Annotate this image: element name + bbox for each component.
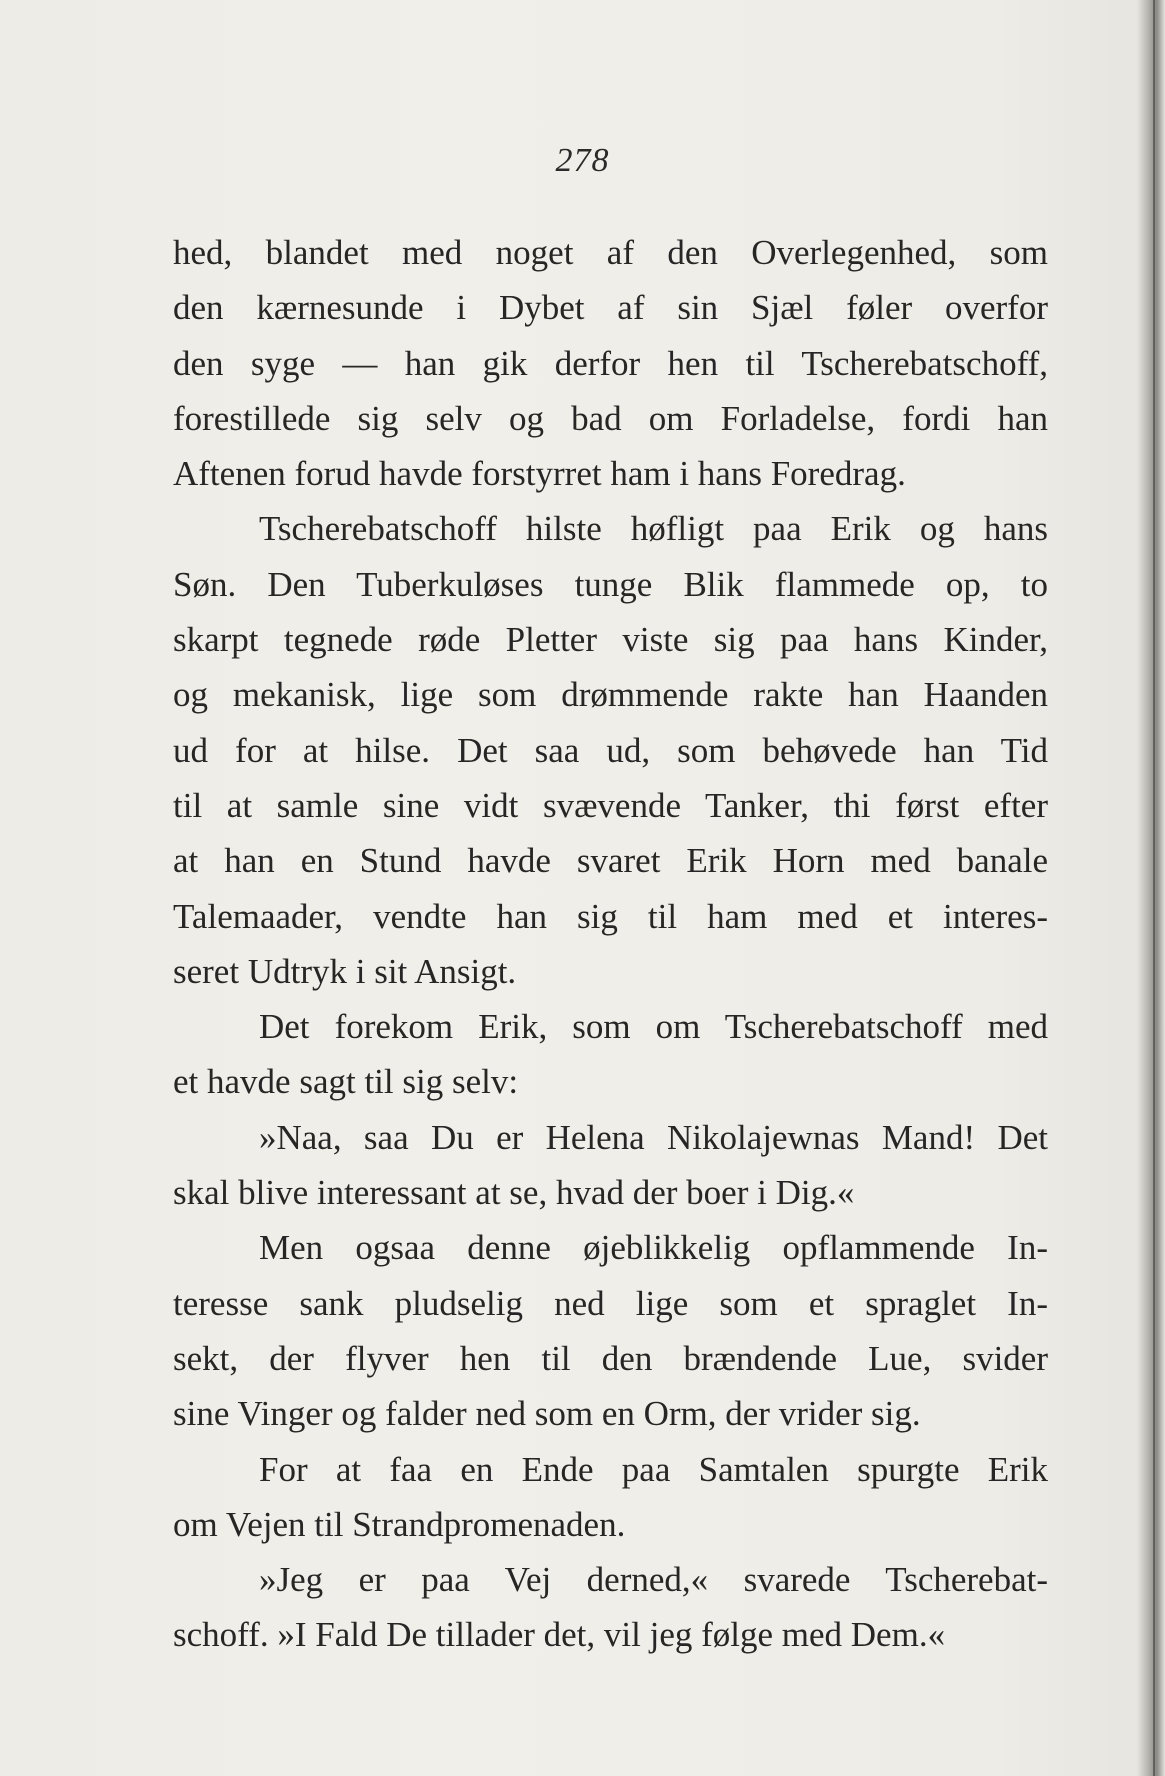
text-line: seret Udtryk i sit Ansigt.	[173, 951, 517, 991]
text-line: schoff. »I Fald De tillader det, vil jeg følge med Dem.«	[173, 1615, 946, 1655]
text-line: »Naa, saa Du er Helena Nikolajewnas Mand! Det	[259, 1117, 1048, 1157]
text-line: skal blive interessant at se, hvad der boer i Dig.«	[173, 1173, 855, 1213]
text-line: om Vejen til Strandpromenaden.	[173, 1504, 626, 1544]
text-line: sekt, der flyver hen til den brændende Lue, svider	[173, 1338, 1048, 1378]
text-line: Det forekom Erik, som om Tscherebatschoff med	[259, 1007, 1048, 1047]
page-edge-shadow	[1137, 0, 1165, 1776]
text-line: ud for at hilse. Det saa ud, som behøvede han Tid	[173, 730, 1048, 770]
text-line: forestillede sig selv og bad om Forladelse, fordi han	[173, 398, 1048, 438]
text-line: Men ogsaa denne øjeblikkelig opflammende In-	[259, 1228, 1048, 1268]
text-line: den kærnesunde i Dybet af sin Sjæl føler overfor	[173, 288, 1048, 328]
text-line: Talemaader, vendte han sig til ham med et interes-	[173, 896, 1048, 936]
page-edge-line	[1153, 0, 1155, 1776]
text-line: Søn. Den Tuberkuløses tunge Blik flammede op, to	[173, 564, 1048, 604]
text-line: Aftenen forud havde forstyrret ham i hans Foredrag.	[173, 454, 906, 494]
body-text	[173, 225, 1048, 1663]
page-number: 278	[555, 142, 610, 179]
text-line: at han en Stund havde svaret Erik Horn med banale	[173, 841, 1048, 881]
text-line: skarpt tegnede røde Pletter viste sig paa hans Kinder,	[173, 620, 1048, 660]
text-line: For at faa en Ende paa Samtalen spurgte Erik	[259, 1449, 1048, 1489]
text-line: teresse sank pludselig ned lige som et spraglet In-	[173, 1283, 1048, 1323]
text-line: sine Vinger og falder ned som en Orm, der vrider sig.	[173, 1394, 921, 1434]
text-line: »Jeg er paa Vej derned,« svarede Tscherebat-	[259, 1560, 1048, 1600]
text-line: et havde sagt til sig selv:	[173, 1062, 519, 1102]
text-line: til at samle sine vidt svævende Tanker, thi først efter	[173, 785, 1048, 825]
text-line: den syge — han gik derfor hen til Tscherebatschoff,	[173, 343, 1048, 383]
text-line: og mekanisk, lige som drømmende rakte han Haanden	[173, 675, 1048, 715]
text-line: Tscherebatschoff hilste høfligt paa Erik og hans	[259, 509, 1048, 549]
text-line: hed, blandet med noget af den Overlegenhed, som	[173, 233, 1048, 272]
